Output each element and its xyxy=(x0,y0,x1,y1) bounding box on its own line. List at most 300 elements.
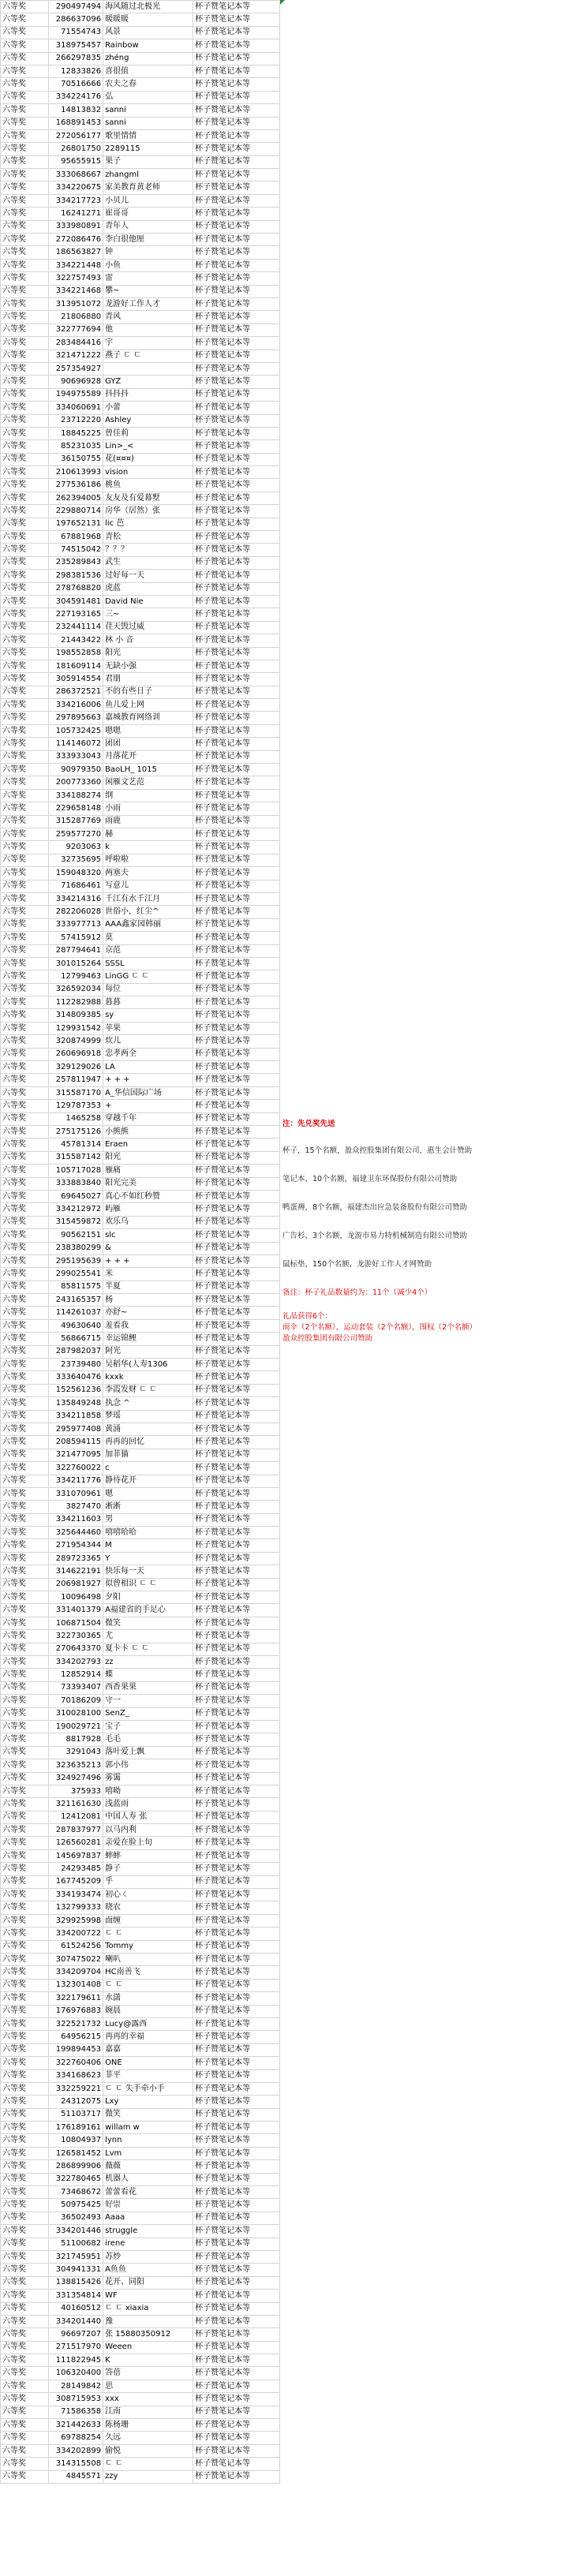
prize-cell[interactable]: 杯子赞笔记本等 xyxy=(193,854,280,866)
nickname-cell[interactable]: sanni xyxy=(103,104,193,117)
qq-number-cell[interactable]: 266297835 xyxy=(48,52,103,65)
nickname-cell[interactable]: 淅淅 xyxy=(103,1501,193,1513)
prize-level-cell[interactable]: 六等奖 xyxy=(1,1125,49,1138)
table-row[interactable] xyxy=(1,1345,280,1358)
nickname-cell[interactable]: 阿光 xyxy=(103,1345,193,1358)
table-row[interactable] xyxy=(1,1254,280,1267)
prize-cell[interactable]: 杯子赞笔记本等 xyxy=(193,996,280,1009)
prize-level-cell[interactable]: 六等奖 xyxy=(1,143,49,155)
prize-cell[interactable]: 杯子赞笔记本等 xyxy=(193,1849,280,1862)
table-row[interactable] xyxy=(1,1138,280,1151)
prize-cell[interactable]: 杯子赞笔记本等 xyxy=(193,2470,280,2483)
qq-number-cell[interactable]: 278768820 xyxy=(48,582,103,595)
prize-cell[interactable]: 杯子赞笔记本等 xyxy=(193,556,280,569)
nickname-cell[interactable]: 答蓓 xyxy=(103,2367,193,2380)
qq-number-cell[interactable]: 295195639 xyxy=(48,1254,103,1267)
nickname-cell[interactable]: 中国人寿 张 xyxy=(103,1811,193,1823)
prize-level-cell[interactable]: 六等奖 xyxy=(1,1307,49,1319)
nickname-cell[interactable]: 雨鹿 xyxy=(103,815,193,828)
prize-cell[interactable]: 杯子赞笔记本等 xyxy=(193,234,280,246)
prize-level-cell[interactable]: 六等奖 xyxy=(1,492,49,504)
nickname-cell[interactable]: 晓农 xyxy=(103,1901,193,1914)
table-row[interactable] xyxy=(1,608,280,621)
prize-cell[interactable]: 杯子赞笔记本等 xyxy=(193,2225,280,2238)
nickname-cell[interactable]: 夕阳 xyxy=(103,1591,193,1604)
prize-cell[interactable]: 杯子赞笔记本等 xyxy=(193,2328,280,2341)
prize-cell[interactable]: 杯子赞笔记本等 xyxy=(193,78,280,91)
prize-cell[interactable]: 杯子赞笔记本等 xyxy=(193,208,280,220)
table-row[interactable] xyxy=(1,2069,280,2082)
table-row[interactable] xyxy=(1,1669,280,1681)
table-row[interactable] xyxy=(1,1359,280,1371)
prize-level-cell[interactable]: 六等奖 xyxy=(1,427,49,439)
prize-cell[interactable]: 杯子赞笔记本等 xyxy=(193,117,280,129)
prize-cell[interactable]: 杯子赞笔记本等 xyxy=(193,1669,280,1681)
qq-number-cell[interactable]: 152561236 xyxy=(48,1384,103,1396)
table-row[interactable] xyxy=(1,556,280,569)
prize-cell[interactable]: 杯子赞笔记本等 xyxy=(193,2238,280,2250)
table-row[interactable] xyxy=(1,297,280,310)
nickname-cell[interactable]: 炊儿 xyxy=(103,1035,193,1048)
prize-cell[interactable]: 杯子赞笔记本等 xyxy=(193,1100,280,1112)
nickname-cell[interactable]: 每位 xyxy=(103,983,193,996)
prize-level-cell[interactable]: 六等奖 xyxy=(1,311,49,323)
prize-cell[interactable]: 杯子赞笔记本等 xyxy=(193,440,280,453)
prize-cell[interactable]: 杯子赞笔记本等 xyxy=(193,1359,280,1371)
nickname-cell[interactable]: 黄涌 xyxy=(103,1423,193,1435)
prize-level-cell[interactable]: 六等奖 xyxy=(1,1837,49,1849)
qq-number-cell[interactable]: 235289843 xyxy=(48,556,103,569)
prize-level-cell[interactable]: 六等奖 xyxy=(1,1501,49,1513)
prize-level-cell[interactable]: 六等奖 xyxy=(1,1889,49,1901)
nickname-cell[interactable]: ㄷ ㄷ xiaxia xyxy=(103,2302,193,2315)
qq-number-cell[interactable]: 299025541 xyxy=(48,1268,103,1281)
prize-cell[interactable]: 杯子赞笔记本等 xyxy=(193,427,280,439)
table-row[interactable] xyxy=(1,1630,280,1643)
prize-cell[interactable]: 杯子赞笔记本等 xyxy=(193,2199,280,2211)
prize-level-cell[interactable]: 六等奖 xyxy=(1,466,49,479)
prize-level-cell[interactable]: 六等奖 xyxy=(1,129,49,142)
prize-level-cell[interactable]: 六等奖 xyxy=(1,2043,49,2056)
qq-number-cell[interactable]: 8817928 xyxy=(48,1733,103,1746)
prize-cell[interactable]: 杯子赞笔记本等 xyxy=(193,272,280,285)
prize-level-cell[interactable]: 六等奖 xyxy=(1,1397,49,1410)
prize-cell[interactable]: 杯子赞笔记本等 xyxy=(193,724,280,737)
qq-number-cell[interactable]: 315587142 xyxy=(48,1151,103,1164)
prize-cell[interactable]: 杯子赞笔记本等 xyxy=(193,13,280,26)
prize-level-cell[interactable]: 六等奖 xyxy=(1,776,49,789)
prize-level-cell[interactable]: 六等奖 xyxy=(1,234,49,246)
table-row[interactable] xyxy=(1,1578,280,1591)
qq-number-cell[interactable]: 272056177 xyxy=(48,129,103,142)
prize-level-cell[interactable]: 六等奖 xyxy=(1,724,49,737)
prize-cell[interactable]: 杯子赞笔记本等 xyxy=(193,1630,280,1643)
nickname-cell[interactable]: 以马内利 xyxy=(103,1824,193,1837)
table-row[interactable] xyxy=(1,1449,280,1461)
nickname-cell[interactable]: SSSL xyxy=(103,957,193,970)
prize-level-cell[interactable]: 六等奖 xyxy=(1,117,49,129)
qq-number-cell[interactable]: 168891453 xyxy=(48,117,103,129)
prize-cell[interactable]: 杯子赞笔记本等 xyxy=(193,1475,280,1487)
table-row[interactable] xyxy=(1,1229,280,1242)
nickname-cell[interactable]: 海风随过北极光 xyxy=(103,1,193,13)
prize-level-cell[interactable]: 六等奖 xyxy=(1,1281,49,1293)
nickname-cell[interactable]: 青年人 xyxy=(103,220,193,233)
qq-number-cell[interactable]: 71586358 xyxy=(48,2406,103,2418)
prize-level-cell[interactable]: 六等奖 xyxy=(1,297,49,310)
qq-number-cell[interactable]: 129787353 xyxy=(48,1100,103,1112)
qq-number-cell[interactable]: 9203063 xyxy=(48,841,103,854)
table-row[interactable] xyxy=(1,2173,280,2185)
nickname-cell[interactable]: 2289115 xyxy=(103,143,193,155)
prize-level-cell[interactable]: 六等奖 xyxy=(1,1604,49,1617)
qq-number-cell[interactable]: 90562151 xyxy=(48,1229,103,1242)
table-row[interactable] xyxy=(1,1125,280,1138)
qq-number-cell[interactable]: 331070961 xyxy=(48,1487,103,1500)
nickname-cell[interactable]: irene xyxy=(103,2238,193,2250)
table-row[interactable] xyxy=(1,789,280,802)
nickname-cell[interactable]: 阳光完美 xyxy=(103,1177,193,1190)
table-row[interactable] xyxy=(1,660,280,672)
nickname-cell[interactable]: 风景 xyxy=(103,26,193,39)
prize-level-cell[interactable]: 六等奖 xyxy=(1,2393,49,2406)
prize-cell[interactable]: 杯子赞笔记本等 xyxy=(193,621,280,634)
prize-cell[interactable]: 杯子赞笔记本等 xyxy=(193,1307,280,1319)
prize-cell[interactable]: 杯子赞笔记本等 xyxy=(193,892,280,905)
prize-level-cell[interactable]: 六等奖 xyxy=(1,1319,49,1332)
nickname-cell[interactable]: 喜很值 xyxy=(103,65,193,77)
prize-cell[interactable]: 杯子赞笔记本等 xyxy=(193,2147,280,2159)
qq-number-cell[interactable]: 334201446 xyxy=(48,2225,103,2238)
prize-cell[interactable]: 杯子赞笔记本等 xyxy=(193,906,280,918)
qq-number-cell[interactable]: 227193165 xyxy=(48,608,103,621)
table-row[interactable] xyxy=(1,1216,280,1228)
prize-level-cell[interactable]: 六等奖 xyxy=(1,582,49,595)
prize-level-cell[interactable]: 六等奖 xyxy=(1,453,49,465)
prize-cell[interactable]: 杯子赞笔记本等 xyxy=(193,828,280,841)
table-row[interactable] xyxy=(1,1462,280,1475)
nickname-cell[interactable]: 蕾蕾看花 xyxy=(103,2186,193,2199)
prize-cell[interactable]: 杯子赞笔记本等 xyxy=(193,297,280,310)
table-row[interactable] xyxy=(1,208,280,220)
table-row[interactable] xyxy=(1,2470,280,2483)
prize-cell[interactable]: 杯子赞笔记本等 xyxy=(193,544,280,556)
qq-number-cell[interactable]: 322780465 xyxy=(48,2173,103,2185)
prize-level-cell[interactable]: 六等奖 xyxy=(1,996,49,1009)
prize-cell[interactable]: 杯子赞笔记本等 xyxy=(193,1746,280,1759)
prize-level-cell[interactable]: 六等奖 xyxy=(1,828,49,841)
nickname-cell[interactable]: ㄷ ㄷ xyxy=(103,1979,193,1991)
table-row[interactable] xyxy=(1,944,280,957)
nickname-cell[interactable]: 弘 xyxy=(103,91,193,103)
prize-cell[interactable]: 杯子赞笔记本等 xyxy=(193,2211,280,2224)
nickname-cell[interactable]: GYZ xyxy=(103,376,193,388)
table-row[interactable] xyxy=(1,1527,280,1539)
qq-number-cell[interactable]: 315459872 xyxy=(48,1216,103,1228)
table-row[interactable] xyxy=(1,1811,280,1823)
table-row[interactable] xyxy=(1,1695,280,1707)
prize-level-cell[interactable]: 六等奖 xyxy=(1,1242,49,1254)
nickname-cell[interactable]: 江南 xyxy=(103,2406,193,2418)
prize-cell[interactable]: 杯子赞笔记本等 xyxy=(193,1979,280,1991)
table-row[interactable] xyxy=(1,1953,280,1965)
prize-level-cell[interactable]: 六等奖 xyxy=(1,1345,49,1358)
table-row[interactable] xyxy=(1,1889,280,1901)
qq-number-cell[interactable]: 287837977 xyxy=(48,1824,103,1837)
nickname-cell[interactable]: 亦舒~ xyxy=(103,1307,193,1319)
nickname-cell[interactable]: 月落花开 xyxy=(103,750,193,763)
nickname-cell[interactable]: 曾佳莉 xyxy=(103,427,193,439)
qq-number-cell[interactable]: 290497494 xyxy=(48,1,103,13)
prize-level-cell[interactable]: 六等奖 xyxy=(1,2354,49,2367)
table-row[interactable] xyxy=(1,1759,280,1772)
table-row[interactable] xyxy=(1,1397,280,1410)
table-row[interactable] xyxy=(1,1772,280,1785)
nickname-cell[interactable]: 小雨 xyxy=(103,802,193,815)
qq-number-cell[interactable]: 12799463 xyxy=(48,970,103,983)
qq-number-cell[interactable]: 67881968 xyxy=(48,531,103,544)
qq-number-cell[interactable]: 186563827 xyxy=(48,246,103,259)
qq-number-cell[interactable]: 49630640 xyxy=(48,1319,103,1332)
qq-number-cell[interactable]: 333977713 xyxy=(48,918,103,931)
nickname-cell[interactable]: 过好每一天 xyxy=(103,570,193,582)
table-row[interactable] xyxy=(1,2276,280,2289)
prize-level-cell[interactable]: 六等奖 xyxy=(1,350,49,362)
nickname-cell[interactable]: 果子 xyxy=(103,155,193,168)
nickname-cell[interactable]: 再再的幸福 xyxy=(103,2031,193,2043)
prize-cell[interactable]: 杯子赞笔记本等 xyxy=(193,1242,280,1254)
prize-level-cell[interactable]: 六等奖 xyxy=(1,2082,49,2095)
qq-number-cell[interactable]: 334220675 xyxy=(48,181,103,194)
table-row[interactable] xyxy=(1,621,280,634)
nickname-cell[interactable]: k xyxy=(103,841,193,854)
table-row[interactable] xyxy=(1,427,280,439)
qq-number-cell[interactable]: 310028100 xyxy=(48,1707,103,1720)
qq-number-cell[interactable]: 190029721 xyxy=(48,1720,103,1733)
prize-level-cell[interactable]: 六等奖 xyxy=(1,1436,49,1449)
qq-number-cell[interactable]: 85231035 xyxy=(48,440,103,453)
table-row[interactable] xyxy=(1,155,280,168)
prize-cell[interactable]: 杯子赞笔记本等 xyxy=(193,2432,280,2444)
table-row[interactable] xyxy=(1,2122,280,2134)
table-row[interactable] xyxy=(1,1733,280,1746)
prize-cell[interactable]: 杯子赞笔记本等 xyxy=(193,2043,280,2056)
table-row[interactable] xyxy=(1,673,280,686)
table-row[interactable] xyxy=(1,1190,280,1202)
qq-number-cell[interactable]: 322760022 xyxy=(48,1462,103,1475)
prize-cell[interactable]: 杯子赞笔记本等 xyxy=(193,350,280,362)
qq-number-cell[interactable]: 329925998 xyxy=(48,1914,103,1927)
table-row[interactable] xyxy=(1,1785,280,1797)
qq-number-cell[interactable]: 176189161 xyxy=(48,2122,103,2134)
prize-cell[interactable]: 杯子赞笔记本等 xyxy=(193,362,280,375)
table-row[interactable] xyxy=(1,1203,280,1216)
prize-level-cell[interactable]: 六等奖 xyxy=(1,1914,49,1927)
qq-number-cell[interactable]: 51103717 xyxy=(48,2108,103,2121)
prize-cell[interactable]: 杯子赞笔记本等 xyxy=(193,1138,280,1151)
nickname-cell[interactable]: 小贝儿 xyxy=(103,194,193,207)
prize-cell[interactable]: 杯子赞笔记本等 xyxy=(193,1875,280,1888)
prize-cell[interactable]: 杯子赞笔记本等 xyxy=(193,1022,280,1034)
prize-level-cell[interactable]: 六等奖 xyxy=(1,1074,49,1086)
prize-level-cell[interactable]: 六等奖 xyxy=(1,505,49,518)
table-row[interactable] xyxy=(1,1384,280,1396)
prize-level-cell[interactable]: 六等奖 xyxy=(1,1333,49,1345)
table-row[interactable] xyxy=(1,1863,280,1875)
nickname-cell[interactable]: 菲平 xyxy=(103,2069,193,2082)
qq-number-cell[interactable]: 85811575 xyxy=(48,1281,103,1293)
prize-level-cell[interactable]: 六等奖 xyxy=(1,2147,49,2159)
table-row[interactable] xyxy=(1,104,280,117)
table-row[interactable] xyxy=(1,802,280,815)
prize-cell[interactable]: 杯子赞笔记本等 xyxy=(193,686,280,698)
prize-level-cell[interactable]: 六等奖 xyxy=(1,518,49,530)
prize-cell[interactable]: 杯子赞笔记本等 xyxy=(193,104,280,117)
table-row[interactable] xyxy=(1,1513,280,1526)
table-row[interactable] xyxy=(1,1552,280,1565)
prize-cell[interactable]: 杯子赞笔记本等 xyxy=(193,1695,280,1707)
table-row[interactable] xyxy=(1,1992,280,2005)
nickname-cell[interactable]: 桃鱼 xyxy=(103,479,193,492)
prize-cell[interactable]: 杯子赞笔记本等 xyxy=(193,918,280,931)
qq-number-cell[interactable]: 271517970 xyxy=(48,2341,103,2354)
qq-number-cell[interactable]: 90696928 xyxy=(48,376,103,388)
prize-cell[interactable]: 杯子赞笔记本等 xyxy=(193,2264,280,2276)
nickname-cell[interactable]: BaoLH_ 1015 xyxy=(103,764,193,776)
nickname-cell[interactable]: 水潇 xyxy=(103,1992,193,2005)
prize-cell[interactable]: 杯子赞笔记本等 xyxy=(193,1423,280,1435)
prize-cell[interactable]: 杯子赞笔记本等 xyxy=(193,2250,280,2263)
table-row[interactable] xyxy=(1,1643,280,1655)
prize-level-cell[interactable]: 六等奖 xyxy=(1,2031,49,2043)
prize-level-cell[interactable]: 六等奖 xyxy=(1,1100,49,1112)
qq-number-cell[interactable]: 289723365 xyxy=(48,1552,103,1565)
table-row[interactable] xyxy=(1,2225,280,2238)
nickname-cell[interactable]: 思 xyxy=(103,2380,193,2392)
prize-level-cell[interactable]: 六等奖 xyxy=(1,1384,49,1396)
prize-level-cell[interactable]: 六等奖 xyxy=(1,608,49,621)
qq-number-cell[interactable]: 132799333 xyxy=(48,1901,103,1914)
qq-number-cell[interactable]: 95655915 xyxy=(48,155,103,168)
table-row[interactable] xyxy=(1,1307,280,1319)
prize-cell[interactable]: 杯子赞笔记本等 xyxy=(193,1914,280,1927)
prize-cell[interactable]: 杯子赞笔记本等 xyxy=(193,608,280,621)
table-row[interactable] xyxy=(1,1966,280,1979)
nickname-cell[interactable]: 真心不如红秒赞 xyxy=(103,1190,193,1202)
nickname-cell[interactable]: Lucy@露西 xyxy=(103,2017,193,2030)
prize-level-cell[interactable]: 六等奖 xyxy=(1,2276,49,2289)
table-row[interactable] xyxy=(1,841,280,854)
qq-number-cell[interactable]: 200773360 xyxy=(48,776,103,789)
qq-number-cell[interactable]: 24293485 xyxy=(48,1863,103,1875)
nickname-cell[interactable]: 静子 xyxy=(103,1863,193,1875)
table-row[interactable] xyxy=(1,2096,280,2108)
nickname-cell[interactable]: 阳光 xyxy=(103,647,193,660)
prize-level-cell[interactable]: 六等奖 xyxy=(1,1254,49,1267)
qq-number-cell[interactable]: 106320400 xyxy=(48,2367,103,2380)
table-row[interactable] xyxy=(1,1707,280,1720)
prize-level-cell[interactable]: 六等奖 xyxy=(1,880,49,892)
nickname-cell[interactable]: David Nie xyxy=(103,595,193,608)
table-row[interactable] xyxy=(1,1268,280,1281)
table-row[interactable] xyxy=(1,1940,280,1953)
prize-level-cell[interactable]: 六等奖 xyxy=(1,78,49,91)
nickname-cell[interactable]: 家美教育黄老师 xyxy=(103,181,193,194)
table-row[interactable] xyxy=(1,2043,280,2056)
qq-number-cell[interactable]: 111822945 xyxy=(48,2354,103,2367)
table-row[interactable] xyxy=(1,776,280,789)
qq-number-cell[interactable]: 159048320 xyxy=(48,867,103,880)
table-row[interactable] xyxy=(1,2354,280,2367)
nickname-cell[interactable]: Y xyxy=(103,1552,193,1565)
prize-cell[interactable]: 杯子赞笔记本等 xyxy=(193,1837,280,1849)
table-row[interactable] xyxy=(1,1539,280,1552)
nickname-cell[interactable]: 花开、同阳 xyxy=(103,2276,193,2289)
qq-number-cell[interactable]: 321745951 xyxy=(48,2250,103,2263)
table-row[interactable] xyxy=(1,2432,280,2444)
table-row[interactable] xyxy=(1,376,280,388)
prize-cell[interactable]: 杯子赞笔记本等 xyxy=(193,466,280,479)
nickname-cell[interactable]: 杨 xyxy=(103,1294,193,1307)
qq-number-cell[interactable]: 286637096 xyxy=(48,13,103,26)
prize-level-cell[interactable]: 六等奖 xyxy=(1,2406,49,2418)
qq-number-cell[interactable]: 324927496 xyxy=(48,1772,103,1785)
qq-number-cell[interactable]: 334211776 xyxy=(48,1475,103,1487)
prize-level-cell[interactable]: 六等奖 xyxy=(1,1359,49,1371)
table-row[interactable] xyxy=(1,479,280,492)
prize-cell[interactable]: 杯子赞笔记本等 xyxy=(193,647,280,660)
nickname-cell[interactable]: 穿越千年 xyxy=(103,1112,193,1125)
nickname-cell[interactable]: 青松 xyxy=(103,531,193,544)
prize-level-cell[interactable]: 六等奖 xyxy=(1,2290,49,2302)
qq-number-cell[interactable]: 325644460 xyxy=(48,1527,103,1539)
nickname-cell[interactable]: AAA鑫家园韩丽 xyxy=(103,918,193,931)
nickname-cell[interactable]: 闲雁文艺范 xyxy=(103,776,193,789)
nickname-cell[interactable]: willam w xyxy=(103,2122,193,2134)
prize-level-cell[interactable]: 六等奖 xyxy=(1,1979,49,1991)
prize-cell[interactable]: 杯子赞笔记本等 xyxy=(193,1074,280,1086)
nickname-cell[interactable]: Ashley xyxy=(103,414,193,427)
qq-number-cell[interactable]: 322730365 xyxy=(48,1630,103,1643)
prize-cell[interactable]: 杯子赞笔记本等 xyxy=(193,750,280,763)
nickname-cell[interactable]: 夏卡卡 ㄷ ㄷ xyxy=(103,1643,193,1655)
table-row[interactable] xyxy=(1,2186,280,2199)
table-row[interactable] xyxy=(1,169,280,181)
prize-level-cell[interactable]: 六等奖 xyxy=(1,647,49,660)
nickname-cell[interactable]: 小熊熊 xyxy=(103,1125,193,1138)
qq-number-cell[interactable]: 332259221 xyxy=(48,2082,103,2095)
prize-level-cell[interactable]: 六等奖 xyxy=(1,155,49,168)
prize-level-cell[interactable]: 六等奖 xyxy=(1,983,49,996)
prize-cell[interactable]: 杯子赞笔记本等 xyxy=(193,1048,280,1060)
table-row[interactable] xyxy=(1,2108,280,2121)
prize-cell[interactable]: 杯子赞笔记本等 xyxy=(193,1811,280,1823)
table-row[interactable] xyxy=(1,2315,280,2327)
qq-number-cell[interactable]: 329129026 xyxy=(48,1061,103,1074)
prize-cell[interactable]: 杯子赞笔记本等 xyxy=(193,181,280,194)
prize-cell[interactable]: 杯子赞笔记本等 xyxy=(193,1863,280,1875)
prize-cell[interactable]: 杯子赞笔记本等 xyxy=(193,1940,280,1953)
prize-level-cell[interactable]: 六等奖 xyxy=(1,376,49,388)
table-row[interactable] xyxy=(1,2264,280,2276)
nickname-cell[interactable]: 团团 xyxy=(103,738,193,750)
prize-cell[interactable]: 杯子赞笔记本等 xyxy=(193,2031,280,2043)
table-row[interactable] xyxy=(1,738,280,750)
qq-number-cell[interactable]: 4845571 xyxy=(48,2470,103,2483)
qq-number-cell[interactable]: 322521732 xyxy=(48,2017,103,2030)
table-row[interactable] xyxy=(1,699,280,712)
table-row[interactable] xyxy=(1,854,280,866)
